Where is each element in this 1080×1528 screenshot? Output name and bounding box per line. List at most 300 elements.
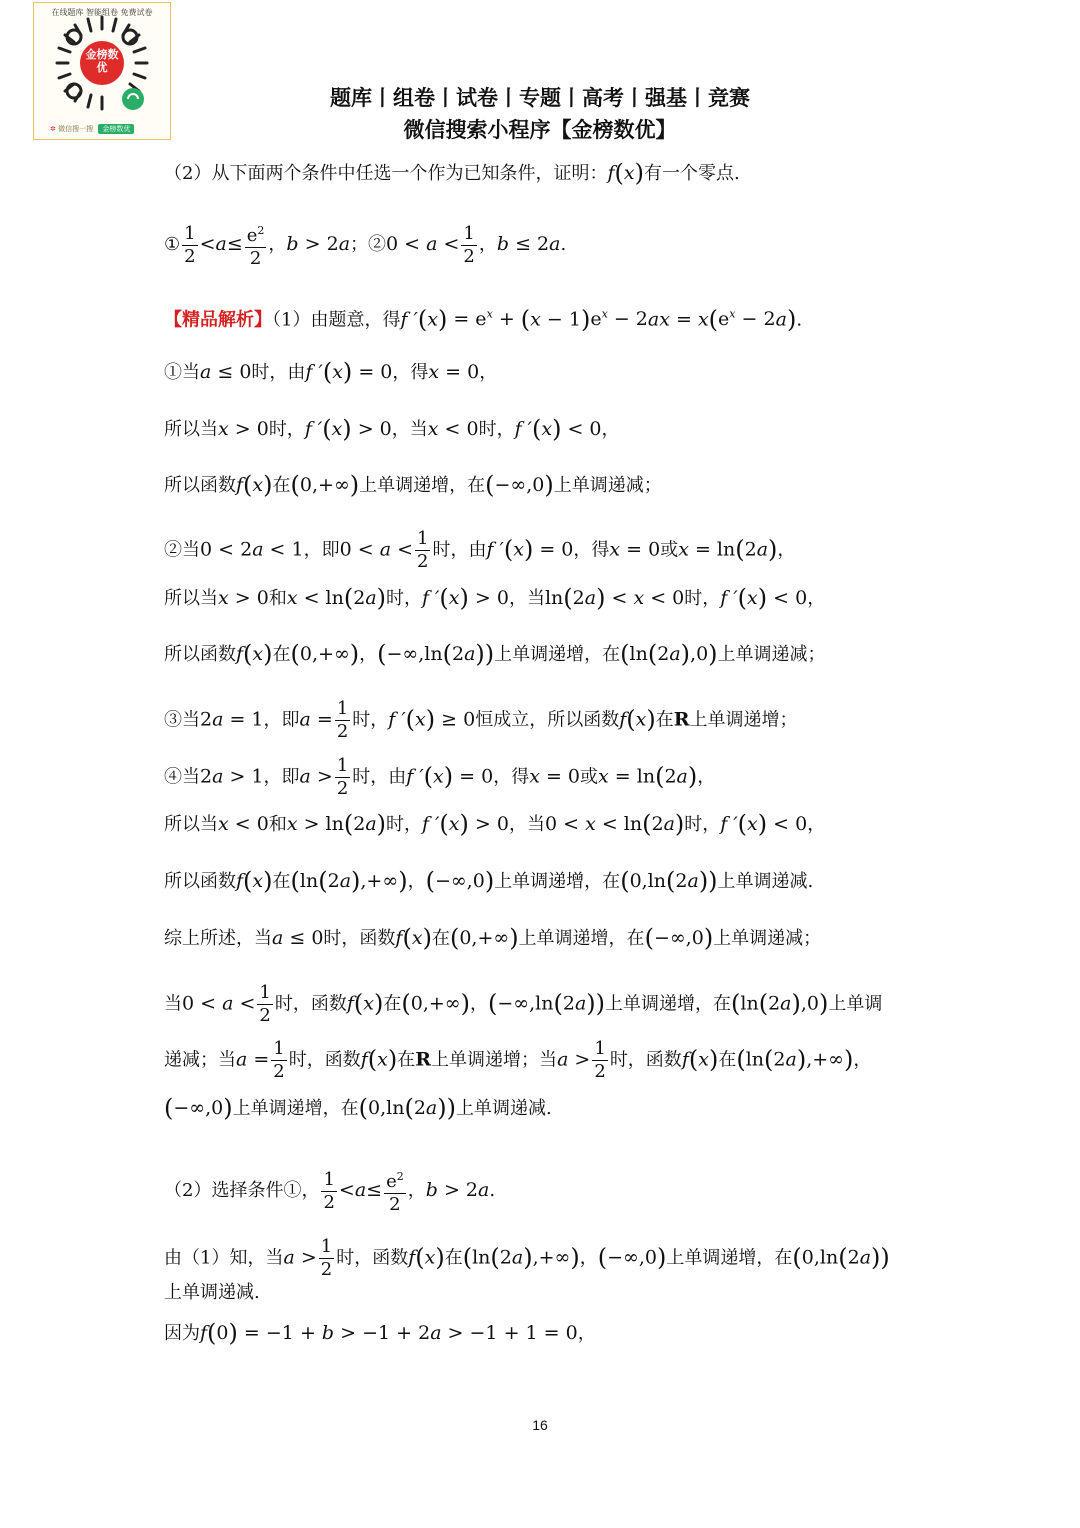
part-2-reason bbox=[164, 1236, 890, 1281]
text: 时，由 bbox=[432, 539, 487, 561]
math: ( bbox=[358, 1094, 368, 1122]
math: ( bbox=[290, 640, 300, 668]
math: ( bbox=[439, 810, 449, 838]
case-4 bbox=[164, 755, 715, 800]
math: x bbox=[678, 538, 689, 561]
math: ) bbox=[552, 415, 562, 443]
text: 时，由 bbox=[352, 766, 407, 788]
math: a bbox=[354, 1179, 367, 1201]
math: 0,ln bbox=[368, 1097, 405, 1119]
text: 所以当 bbox=[164, 588, 218, 609]
math: x bbox=[286, 587, 298, 609]
math: ) bbox=[509, 924, 519, 952]
math: x bbox=[697, 308, 709, 331]
text: 上单调递增，在 bbox=[359, 475, 486, 496]
math: x bbox=[252, 870, 264, 892]
math: ) bbox=[844, 1045, 854, 1074]
math: ( bbox=[404, 1094, 414, 1122]
text: 递减；当 bbox=[164, 1049, 236, 1071]
math: > −1 + 2 bbox=[334, 1322, 431, 1344]
math: = 0 bbox=[539, 765, 581, 788]
text: 时，函数 bbox=[609, 1049, 682, 1071]
math: ) bbox=[437, 305, 448, 334]
math: ( bbox=[353, 989, 364, 1018]
math: f bbox=[236, 643, 244, 665]
text: ；② bbox=[350, 234, 387, 255]
math: ,0 bbox=[690, 643, 709, 665]
math: ) bbox=[596, 584, 606, 612]
math: < 0 bbox=[438, 418, 479, 440]
math: x bbox=[331, 418, 343, 440]
text: 在 bbox=[272, 871, 291, 892]
text: ， bbox=[807, 588, 826, 609]
math: < bbox=[338, 1179, 355, 1201]
math: ( bbox=[553, 989, 563, 1018]
math: f bbox=[236, 474, 244, 496]
math: −∞,ln bbox=[497, 992, 554, 1015]
text: ， bbox=[479, 362, 498, 383]
math: 2 bbox=[664, 765, 677, 788]
text: 在 bbox=[655, 709, 674, 731]
text: 时， bbox=[684, 588, 721, 609]
math: ( bbox=[666, 867, 676, 895]
math: ( bbox=[614, 159, 624, 187]
math: f bbox=[619, 708, 627, 731]
text: ， bbox=[579, 1247, 598, 1269]
math: ( bbox=[423, 762, 434, 791]
math: 0,+∞ bbox=[410, 992, 461, 1015]
math: ln bbox=[745, 1048, 765, 1071]
math: = 0 bbox=[352, 361, 393, 383]
math: ( bbox=[655, 762, 665, 791]
math: )) bbox=[475, 640, 495, 668]
text: ②当 bbox=[164, 539, 200, 561]
text: ，得 bbox=[392, 362, 429, 383]
part-2-f0 bbox=[164, 1320, 596, 1347]
math: a bbox=[549, 233, 561, 255]
math: R bbox=[415, 1048, 432, 1071]
summary-2 bbox=[164, 982, 882, 1027]
math: ( bbox=[708, 305, 719, 334]
text: 时， bbox=[386, 814, 423, 835]
text: ，得 bbox=[493, 766, 530, 788]
solution-badge: 【精品解析】 bbox=[164, 309, 272, 331]
math: f bbox=[681, 1048, 689, 1071]
math: b bbox=[286, 233, 299, 255]
text: 所以函数 bbox=[164, 871, 236, 892]
math: ( bbox=[377, 640, 387, 668]
math: f ′ bbox=[514, 418, 532, 440]
math: 0,ln bbox=[629, 870, 667, 892]
math: f ′ bbox=[305, 361, 323, 383]
math: x bbox=[513, 538, 524, 561]
part-2-reason-end bbox=[164, 1280, 260, 1306]
math: 0,+∞ bbox=[299, 643, 350, 665]
math: −∞,0 bbox=[434, 870, 485, 892]
math: ) bbox=[819, 989, 829, 1018]
text: 上单调递增； bbox=[689, 709, 798, 731]
math: ,+∞ bbox=[360, 870, 399, 892]
math: ) bbox=[443, 762, 454, 791]
math: a bbox=[676, 765, 688, 788]
math: = 0 bbox=[533, 538, 574, 561]
fraction: $\frac{1}{2}$ bbox=[463, 222, 475, 267]
search-pill: 金榜数优 bbox=[98, 124, 134, 134]
math: ( bbox=[731, 989, 741, 1018]
math: 0,+∞ bbox=[459, 927, 510, 949]
text: . bbox=[489, 1180, 496, 1201]
math: a bbox=[283, 1246, 295, 1269]
case-1-sign bbox=[164, 416, 620, 443]
math: )) bbox=[586, 989, 605, 1018]
case-2-sign bbox=[164, 585, 825, 612]
math: ( bbox=[485, 471, 495, 499]
math: ) bbox=[570, 1243, 580, 1272]
text: 上单调递减. bbox=[717, 871, 814, 892]
math: f ′ bbox=[406, 765, 424, 788]
math: ( bbox=[735, 535, 745, 564]
text: ④当 bbox=[164, 766, 200, 788]
math: a bbox=[687, 870, 699, 892]
case-1 bbox=[164, 359, 497, 386]
math: a bbox=[212, 765, 224, 788]
text: ，得 bbox=[573, 539, 610, 561]
math: R bbox=[673, 708, 690, 731]
text: . bbox=[796, 309, 803, 331]
math: < 0 bbox=[767, 813, 808, 835]
math: 2 bbox=[200, 708, 213, 731]
math: ( bbox=[449, 924, 460, 952]
math: ) bbox=[342, 415, 352, 443]
math: ) bbox=[422, 924, 432, 952]
math: )) bbox=[871, 1243, 890, 1272]
math: a bbox=[379, 538, 392, 561]
math: 0 < 2 bbox=[200, 538, 253, 561]
math: 2 bbox=[768, 992, 781, 1015]
math: 2 bbox=[562, 992, 575, 1015]
math: a bbox=[574, 992, 587, 1015]
math: ) bbox=[435, 1243, 445, 1272]
math: −∞,0 bbox=[607, 1246, 658, 1269]
math: ) bbox=[263, 867, 273, 895]
wechat-search-label: 微信搜一搜 bbox=[58, 125, 94, 133]
math: ) bbox=[398, 867, 408, 895]
text: 在 bbox=[431, 928, 450, 949]
math: f bbox=[395, 927, 403, 949]
text: （2）选择条件①， bbox=[164, 1180, 320, 1201]
math: x bbox=[218, 418, 229, 440]
math: ( bbox=[620, 867, 630, 895]
math: x bbox=[427, 418, 439, 440]
math: 2 bbox=[353, 813, 366, 835]
math: x bbox=[411, 927, 423, 949]
math: x bbox=[424, 1246, 436, 1269]
text: 上单调递增，在 bbox=[666, 1247, 793, 1269]
math: ( bbox=[290, 471, 300, 499]
math: x bbox=[598, 765, 609, 788]
math: > ln bbox=[297, 813, 344, 835]
math: a bbox=[212, 708, 224, 731]
text: ， bbox=[807, 814, 826, 835]
text: 时，函数 bbox=[288, 1049, 361, 1071]
text: ， bbox=[697, 766, 716, 788]
text: 在 bbox=[272, 475, 291, 496]
math: ) bbox=[351, 867, 361, 895]
text: 所以当 bbox=[164, 419, 218, 440]
math: a bbox=[426, 233, 438, 255]
qr-arc-text: 在线题库 智能组卷 免费试卷 bbox=[51, 8, 153, 17]
math: ( bbox=[425, 867, 435, 895]
math: 2 bbox=[675, 870, 688, 892]
math: 0 < bbox=[339, 538, 380, 561]
math: > 0 bbox=[468, 587, 509, 609]
math: ( bbox=[644, 924, 654, 952]
math: 2 bbox=[200, 765, 213, 788]
math: x bbox=[332, 361, 343, 383]
math: 2 bbox=[773, 1048, 786, 1071]
math: 0 < bbox=[386, 233, 427, 255]
math: ) bbox=[634, 159, 644, 187]
math: a bbox=[222, 992, 234, 1015]
math: ( bbox=[487, 989, 498, 1018]
math: ≤ 2 bbox=[509, 233, 550, 255]
math: x bbox=[635, 708, 647, 731]
math: )) bbox=[698, 867, 718, 895]
math: ( bbox=[758, 989, 769, 1018]
text: 当 bbox=[164, 993, 182, 1015]
text: ， bbox=[478, 234, 497, 255]
math: ( bbox=[164, 1094, 174, 1122]
math: ( bbox=[243, 471, 253, 499]
math: ( bbox=[597, 1243, 608, 1272]
text: 上单调递增，在 bbox=[232, 1098, 359, 1119]
math: 0 bbox=[216, 1322, 229, 1344]
math: f bbox=[360, 1048, 368, 1071]
math: f ′ bbox=[486, 538, 504, 561]
text: 上单调递减； bbox=[713, 928, 822, 949]
math: > 0 bbox=[468, 813, 509, 835]
fraction: $\frac{1}{2}$ bbox=[417, 528, 429, 572]
math: x bbox=[747, 813, 758, 835]
search-star-icon: ✲ bbox=[50, 125, 56, 133]
text: 和 bbox=[268, 588, 287, 609]
math: a bbox=[365, 813, 377, 835]
case-1-mono bbox=[164, 472, 662, 499]
math: 2 bbox=[353, 587, 366, 609]
math: f bbox=[408, 1246, 416, 1269]
text: 时， bbox=[684, 814, 721, 835]
math: = bbox=[247, 1048, 270, 1071]
math: x bbox=[530, 308, 541, 331]
text: ， bbox=[469, 993, 488, 1015]
solution-intro bbox=[164, 302, 802, 333]
math: = 0 bbox=[453, 765, 494, 788]
math: ( bbox=[647, 640, 658, 668]
text: 所以函数 bbox=[164, 644, 236, 665]
text: 或 bbox=[580, 766, 599, 788]
math: ( bbox=[417, 305, 428, 334]
fraction: $\frac{1}{2}$ bbox=[336, 755, 349, 799]
text: 时， bbox=[268, 419, 305, 440]
math: ( bbox=[207, 1319, 217, 1347]
math: ) bbox=[223, 1094, 233, 1122]
math: x bbox=[609, 538, 621, 561]
math: $e^x - 2$ bbox=[590, 308, 648, 331]
math: x bbox=[428, 361, 440, 383]
math: ) bbox=[757, 810, 768, 838]
text: ， bbox=[268, 234, 287, 255]
text: ， bbox=[853, 1049, 872, 1071]
math: 0,+∞ bbox=[299, 474, 350, 496]
text: 上单调递减； bbox=[553, 475, 662, 496]
math: = 1 bbox=[223, 708, 264, 731]
math: −∞,0 bbox=[173, 1097, 224, 1119]
math: ( bbox=[402, 924, 412, 952]
math: ( bbox=[737, 810, 748, 838]
math: a bbox=[464, 643, 476, 665]
math: > 0 bbox=[228, 418, 269, 440]
text: 由（1）知，当 bbox=[164, 1247, 284, 1269]
math: f ′ bbox=[304, 418, 323, 440]
text: 在 bbox=[444, 1247, 463, 1269]
math: f ′ bbox=[720, 587, 738, 609]
math: x bbox=[541, 418, 553, 440]
math: > bbox=[568, 1048, 591, 1071]
math: 2 bbox=[452, 643, 465, 665]
fraction: $\frac{1}{2}$ bbox=[273, 1038, 285, 1082]
math: x bbox=[218, 587, 229, 609]
math: x bbox=[427, 308, 438, 331]
math: ( bbox=[620, 640, 630, 668]
text: 和 bbox=[268, 814, 287, 835]
math: ( bbox=[531, 415, 542, 443]
math: x bbox=[585, 813, 596, 835]
math: ) bbox=[484, 867, 495, 895]
text: 时，函数 bbox=[274, 993, 347, 1015]
math: ax bbox=[647, 308, 670, 331]
text: 上单调递减. bbox=[455, 1098, 552, 1119]
text: 时，函数 bbox=[336, 1247, 409, 1269]
math: < bbox=[437, 233, 460, 255]
math: ) bbox=[263, 640, 273, 668]
text: 上单调递增，在 bbox=[494, 644, 621, 665]
math: 2 bbox=[413, 1097, 426, 1119]
math: = ln bbox=[688, 538, 736, 561]
math: ( bbox=[563, 584, 573, 612]
math: ( bbox=[503, 535, 514, 564]
math: ) bbox=[757, 584, 768, 612]
text: ①当 bbox=[164, 362, 200, 383]
math: ) bbox=[544, 471, 554, 499]
math: x bbox=[363, 992, 374, 1015]
fraction: $\frac{1}{2}$ bbox=[259, 982, 271, 1026]
math: x bbox=[448, 813, 460, 835]
math: − 1 bbox=[540, 308, 581, 331]
math: > 1 bbox=[223, 765, 264, 788]
math: ) bbox=[228, 1319, 238, 1347]
fraction: $\frac{e^2}{2}$ bbox=[384, 1166, 406, 1216]
text: 在 bbox=[397, 1049, 416, 1071]
fraction: $\frac{e^2}{2}$ bbox=[245, 220, 267, 270]
math: a bbox=[339, 870, 352, 892]
math: > 0 bbox=[228, 587, 269, 609]
math: 2 bbox=[847, 1246, 860, 1269]
math: = −1 + bbox=[237, 1322, 322, 1344]
math: a bbox=[557, 1048, 569, 1071]
math: ) bbox=[373, 989, 384, 1018]
math: ln bbox=[740, 992, 759, 1015]
math: x bbox=[747, 587, 758, 609]
math: 2 bbox=[651, 813, 664, 835]
text: 在 bbox=[718, 1049, 737, 1071]
math: ( bbox=[243, 867, 253, 895]
math: 2 bbox=[744, 538, 757, 561]
math: a bbox=[299, 765, 311, 788]
text: ， bbox=[359, 644, 378, 665]
page-number: 16 bbox=[532, 1417, 548, 1433]
math: = bbox=[310, 708, 333, 731]
math: ln bbox=[299, 870, 319, 892]
math: a bbox=[478, 1179, 490, 1201]
math: < ln bbox=[595, 813, 643, 835]
math: f ′ bbox=[422, 587, 440, 609]
math: ( bbox=[642, 810, 652, 838]
summary-3 bbox=[164, 1038, 871, 1083]
math: a bbox=[365, 587, 377, 609]
math: f ′ bbox=[388, 708, 406, 731]
math: f ′ bbox=[720, 813, 738, 835]
math: f ′ bbox=[400, 308, 418, 331]
math: ) bbox=[376, 584, 387, 612]
math: < 0 bbox=[644, 587, 685, 609]
text: （2）从下面两个条件中任选一个作为已知条件，证明： bbox=[164, 163, 608, 184]
math: ( bbox=[322, 358, 333, 386]
math: ≤ bbox=[226, 233, 243, 255]
math: = ln bbox=[608, 765, 656, 788]
math: 0,ln bbox=[801, 1246, 839, 1269]
math: ) bbox=[674, 810, 685, 838]
math: a bbox=[756, 538, 769, 561]
math: = 0 bbox=[620, 538, 661, 561]
header-categories: 题库丨组卷丨试卷丨专题丨高考丨强基丨竞赛 bbox=[330, 85, 750, 110]
math: a bbox=[236, 1048, 248, 1071]
conditions-line bbox=[164, 220, 566, 270]
math: ,0 bbox=[800, 992, 820, 1015]
math: < 0 bbox=[228, 813, 269, 835]
math: a bbox=[299, 708, 311, 731]
math: a bbox=[425, 1097, 438, 1119]
math: ( bbox=[462, 1243, 473, 1272]
text: 时， bbox=[352, 709, 389, 731]
math: ln bbox=[544, 587, 564, 609]
part-2-choice bbox=[164, 1166, 495, 1216]
text: 综上所述，当 bbox=[164, 928, 272, 949]
text: 时， bbox=[386, 588, 423, 609]
math: ( bbox=[415, 1243, 425, 1272]
math: b bbox=[425, 1179, 438, 1201]
text: ， bbox=[777, 539, 796, 561]
text: ③当 bbox=[164, 709, 200, 731]
text: 时， bbox=[478, 419, 515, 440]
math: ) bbox=[376, 810, 387, 838]
text: 恒成立，所以函数 bbox=[475, 709, 620, 731]
case-4-mono bbox=[164, 868, 813, 895]
math: ) bbox=[523, 1243, 533, 1272]
math: x bbox=[252, 474, 264, 496]
math: > −1 + 1 = 0 bbox=[441, 1322, 578, 1344]
math: x bbox=[415, 708, 426, 731]
text: ， bbox=[407, 871, 426, 892]
